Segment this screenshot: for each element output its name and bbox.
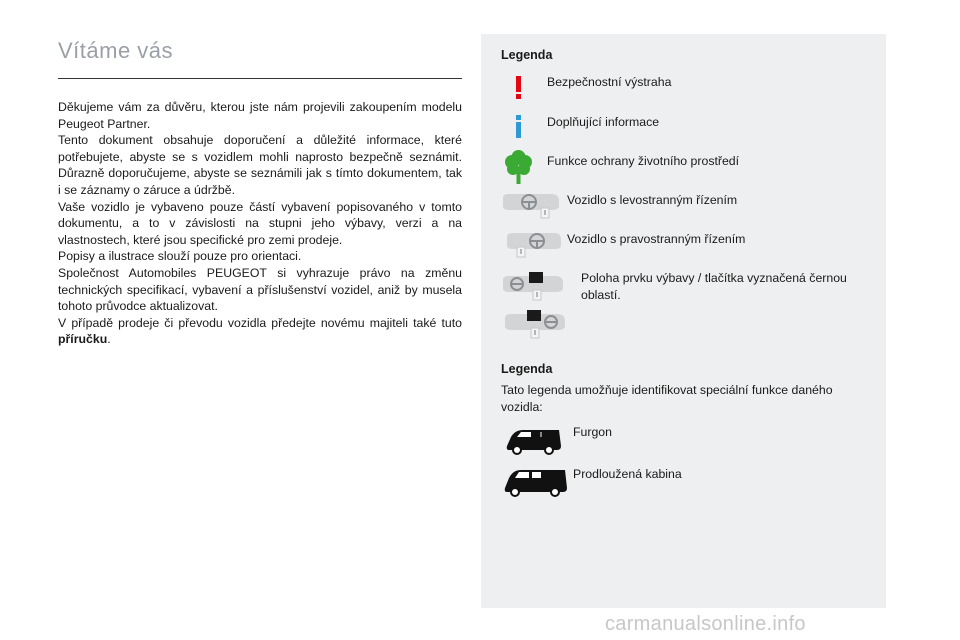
welcome-text — [58, 99, 462, 348]
paragraph-end: . — [107, 332, 111, 347]
paragraph: Popisy a ilustrace slouží pouze pro orientaci. — [58, 249, 302, 264]
van-icon — [501, 424, 565, 456]
environment-tree-icon — [501, 150, 537, 186]
legend-heading: Legenda — [501, 48, 553, 62]
legend-label: Vozidlo s pravostranným řízením — [567, 232, 746, 246]
legend-label: Bezpečnostní výstraha — [547, 75, 672, 89]
info-icon — [501, 112, 537, 142]
left-hand-drive-icon — [501, 192, 565, 220]
paragraph: Společnost Automobiles PEUGEOT si vyhrazuje právo na změnu technických specifikací, vybavení a příslušenství vozidel, aniž by musela tohoto průvodce aktualizovat. — [58, 265, 462, 314]
legend-label: Vozidlo s levostranným řízením — [567, 193, 738, 207]
manual-word: příručku — [58, 332, 108, 347]
right-hand-drive-icon — [501, 231, 565, 259]
legend-label: Doplňující informace — [547, 115, 660, 129]
legend-intro: Tato legenda umožňuje identifikovat speciální funkce daného vozidla: — [501, 383, 833, 414]
equipment-position-icon — [501, 270, 571, 340]
paragraph: Děkujeme vám za důvěru, kterou jste nám projevili zakoupením modelu Peugeot Partner. — [58, 100, 462, 131]
legend-heading: Legenda — [501, 362, 553, 376]
welcome-section — [58, 38, 462, 348]
legend-label: Funkce ochrany životního prostředí — [547, 154, 740, 168]
paragraph: Vaše vozidlo je vybaveno pouze částí vybavení popisovaného v tomto dokumentu, a to v závislosti na stupni jeho výbavy, verzi a na vlastnostech, které jsou specifické pro zemi prodeje. — [58, 199, 462, 247]
page-title: Vítáme vás — [58, 38, 174, 63]
legend-label: Poloha prvku výbavy / tlačítka vyznačená černou oblastí. — [581, 271, 847, 302]
warning-icon — [501, 72, 537, 102]
paragraph — [58, 315, 462, 348]
title-divider — [58, 78, 462, 79]
paragraph-text: V případě prodeje či převodu vozidla předejte novému majiteli také tuto — [58, 315, 462, 330]
legend-panel — [481, 34, 886, 608]
extended-cab-van-icon — [501, 464, 571, 498]
legend-label: Furgon — [573, 425, 612, 439]
paragraph: Tento dokument obsahuje doporučení a důležité informace, které potřebujete, abyste se s vozidlem mohli naprosto bezpečně seznámit. Důrazně doporučujeme, abyste se seznámili jak s tímto dokumentem, tak i se záznamy o záruce a údržbě. — [58, 133, 462, 197]
watermark: carmanualsonline.info — [605, 613, 806, 635]
legend-label: Prodloužená kabina — [573, 467, 682, 481]
